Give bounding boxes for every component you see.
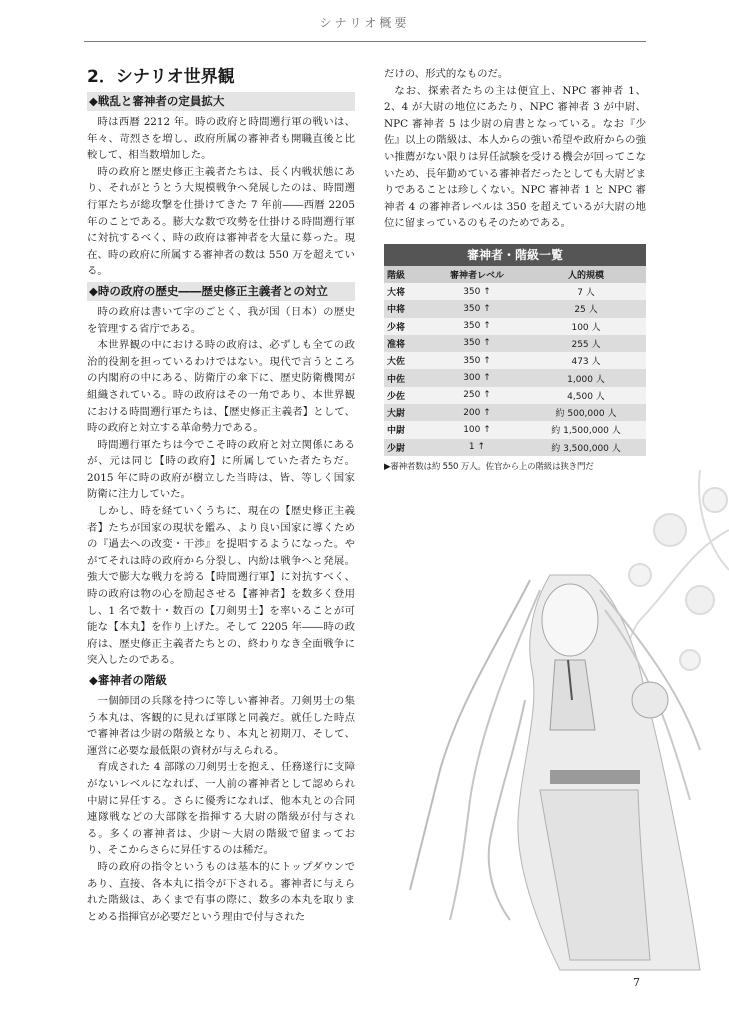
body-paragraph: 一個師団の兵隊を持つに等しい審神者。刀剣男士の集う本丸は、客観的に見れば軍隊と同義だ。就任した時点で審神者は少尉の階級となり、本丸と初期刀、そして、運営に必要な最低限の資材が与えられる。 [87, 695, 355, 757]
rank-cell: 少尉 [384, 439, 428, 456]
size-cell: 7 人 [526, 283, 646, 300]
size-cell: 約 500,000 人 [526, 404, 646, 421]
rank-cell: 大将 [384, 283, 428, 300]
body-paragraph: しかし、時を経ていくうちに、現在の【歴史修正主義者】たちが国家の現状を鑑み、より良い国家に導くための『過去への改変・干渉』を提唱するようになった。やがてそれは時の政府から分裂し、内紛は戦争へと発展。強大で膨大な戦力を誇る【時間遡行軍】に対抗すべく、時の政府は物の心を励起させる【審神者】を数多く登用し、1 名で数十・数百の【刀剣男士】を率いることが可能な【本丸】を作り上げた。そして 2205 年――時の政府は、歴史修正主義者たちとの、終わりなき全面戦争に突入したのである。 [87, 505, 355, 667]
rank-cell: 少佐 [384, 387, 428, 404]
section-title: 2．シナリオ世界観 [87, 67, 235, 87]
level-cell: 100 ↑ [428, 421, 526, 438]
size-cell: 473 人 [526, 352, 646, 369]
size-cell: 255 人 [526, 335, 646, 352]
header-size: 人的規模 [526, 266, 646, 283]
body-paragraph: 育成された 4 部隊の刀剣男士を抱え、任務遂行に支障がないレベルになれば、一人前の審神者として認められ中尉に昇任する。さらに優秀になれば、他本丸との合同連隊戦などの大部隊を指揮する大尉の階級が付与される。多くの審神者は、少尉～大尉の階級で留まっており、そこからさらに昇任するのは稀だ。 [87, 761, 355, 857]
body-paragraph: 時は西暦 2212 年。時の政府と時間遡行軍の戦いは、年々、苛烈さを増し、政府所属の審神者も開職直後と比較して、相当数増加した。 [87, 116, 355, 162]
level-cell: 1 ↑ [428, 439, 526, 456]
header-rule [84, 41, 646, 42]
body-paragraph: だけの、形式的なものだ。 [384, 68, 509, 80]
level-cell: 300 ↑ [428, 369, 526, 386]
left-sections [87, 92, 355, 925]
level-cell: 200 ↑ [428, 404, 526, 421]
rank-cell: 准将 [384, 335, 428, 352]
level-cell: 350 ↑ [428, 335, 526, 352]
table-row [384, 387, 646, 404]
size-cell: 1,000 人 [526, 369, 646, 386]
body-paragraph: 時の政府の指令というものは基本的にトップダウンであり、直接、各本丸に指令が下される。審神者に与えられた階級は、あくまで有事の際に、数多の本丸を取りまとめる指揮官が必要だという理由で付与された [87, 860, 355, 923]
table-row [384, 352, 646, 369]
right-column [384, 66, 646, 472]
rank-cell: 中将 [384, 300, 428, 317]
page-number: 7 [633, 976, 640, 989]
body-paragraph: 時の政府は書いて字のごとく、我が国（日本）の歴史を管理する省庁である。 [87, 305, 355, 335]
table-row [384, 369, 646, 386]
rank-table-title: 審神者・階級一覧 [384, 244, 646, 266]
rank-cell: 少将 [384, 318, 428, 335]
left-column [87, 66, 355, 925]
level-cell: 350 ↑ [428, 352, 526, 369]
level-cell: 350 ↑ [428, 318, 526, 335]
subsection-heading: ◆審神者の階級 [89, 673, 167, 687]
size-cell: 4,500 人 [526, 387, 646, 404]
size-cell: 100 人 [526, 318, 646, 335]
character-figure [410, 575, 700, 970]
rank-cell: 大佐 [384, 352, 428, 369]
subsection-heading: ◆時の政府の歴史――歴史修正主義者との対立 [87, 282, 355, 301]
subsection-heading: ◆戦乱と審神者の定員拡大 [87, 92, 355, 111]
level-cell: 250 ↑ [428, 387, 526, 404]
right-paragraphs [384, 66, 646, 232]
table-row [384, 283, 646, 300]
body-paragraph: 本世界観の中における時の政府は、必ずしも全ての政治的役割を担っているわけではない。現代で言うところの内閣府の中にある、防衛庁の傘下に、歴史防衛機関が組織されている。時の政府はその一角であり、本世界観における時間遡行軍たちは、【歴史修正主義者】として、時の政府と対立する革命勢力である。 [87, 339, 355, 435]
rank-table-grid [384, 266, 646, 456]
table-row [384, 404, 646, 421]
header-rank: 階級 [384, 266, 428, 283]
header-level: 審神者レベル [428, 266, 526, 283]
level-cell: 350 ↑ [428, 283, 526, 300]
level-cell: 350 ↑ [428, 300, 526, 317]
size-cell: 25 人 [526, 300, 646, 317]
rank-cell: 中佐 [384, 369, 428, 386]
table-row [384, 439, 646, 456]
table-row [384, 300, 646, 317]
body-paragraph: なお、探索者たちの主は便宜上、NPC 審神者 1、2、4 が大尉の地位にあたり、NPC 審神者 3 が中尉、NPC 審神者 5 は少尉の肩書となっている。なお『少佐』以上の階級は、本人からの強い希望や政府からの強い推薦がない限りは昇任試験を受ける機会が回ってこないため、長年勤めている審神者だったとしても大尉どまりであることは珍しくない。NPC 審神者 1 と NPC 審神者 4 の審神者レベルは 350 を超えているが大尉の地位に留まっているのもそのためである。 [384, 84, 646, 230]
table-row [384, 318, 646, 335]
rank-cell: 大尉 [384, 404, 428, 421]
table-note: ▶審神者数は約 550 万人。佐官から上の階級は狭き門だ [384, 461, 594, 472]
table-row [384, 421, 646, 438]
body-paragraph: 時の政府と歴史修正主義者たちは、長く内戦状態にあり、それがとうとう大規模戦争へ発展したのは、時間遡行軍たちが総攻撃を仕掛けてきた 7 年前――西暦 2205 年のことである。膨大な数で攻勢を仕掛ける時間遡行軍に対抗するべく、時の政府は審神者を大量に募った。現在、時の政府に所属する審神者の数は 550 万を超えている。 [87, 165, 355, 278]
table-row [384, 335, 646, 352]
character-illustration [400, 470, 729, 990]
rank-cell: 中尉 [384, 421, 428, 438]
size-cell: 約 1,500,000 人 [526, 421, 646, 438]
rank-table [384, 244, 646, 472]
rank-table-header-row [384, 266, 646, 283]
size-cell: 約 3,500,000 人 [526, 439, 646, 456]
running-head: シナリオ概要 [319, 16, 410, 30]
body-paragraph: 時間遡行軍たちは今でこそ時の政府と対立関係にあるが、元は同じ【時の政府】に所属していた者たちだ。2015 年に時の政府が樹立した当時は、皆、等しく国家防衛に注力していた。 [87, 438, 355, 501]
